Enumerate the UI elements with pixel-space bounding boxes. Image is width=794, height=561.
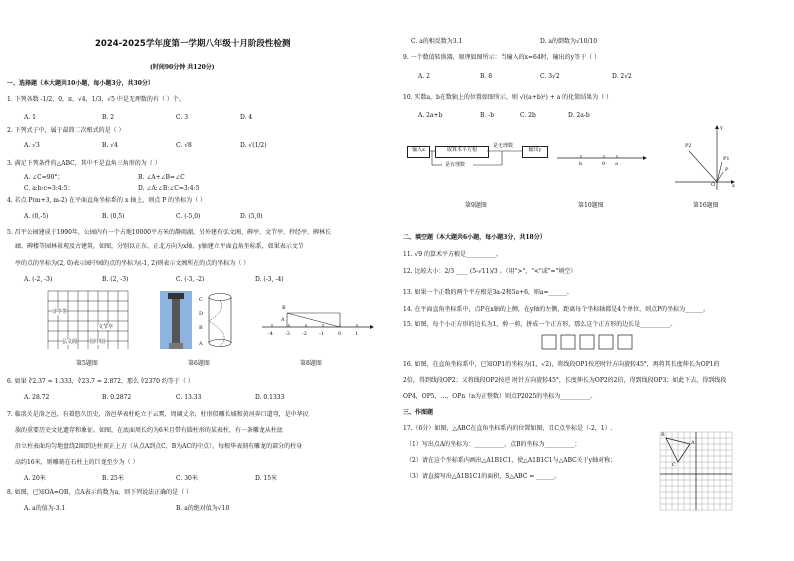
q2-option-b: B. √4 xyxy=(102,142,118,149)
q1-option-d: D. 4 xyxy=(240,114,253,121)
figure-8-number-line xyxy=(262,305,372,347)
question-7-line-1: 7. 临洺关是洛之邑，有着悠久历史，洛邑华表柱屹立于云霄，周阔丈余，柱形似雕长城和黄河奔口道弯，是中华民 xyxy=(7,411,309,418)
q6-option-a: A. 28.72 xyxy=(24,394,50,401)
q5-option-b: B. (2, -3) xyxy=(102,276,129,283)
q7-option-c: C. 30米 xyxy=(176,475,198,482)
page-title: 2024-2025学年度第一学期八年级十月阶段性检测 xyxy=(95,39,291,49)
figure-8-caption: 第8题图 xyxy=(300,360,322,367)
q3-option-c: C. a:b:c=3:4:5； xyxy=(24,185,74,192)
question-3: 3. 满足下列条件的△ABC，其中不是直角三角形的为（ ） xyxy=(7,160,161,167)
question-16-line-1: 16. 如图，在直角坐标系中，已知OP1的坐标为(1，√2)，将线段OP1按逆时针方向旋转45°，再将其长度伸长为OP1的 xyxy=(403,361,720,368)
q8-option-b: B. a的绝对值为√10 xyxy=(176,505,230,512)
figure-17-coordinate-grid xyxy=(660,432,732,510)
fig9-box-input: 输入x xyxy=(407,146,430,158)
figure-9-flowchart xyxy=(407,143,552,178)
question-8: 8. 如图，已知OA=OB，点A表示的数为a，则下列说法正确的是（ ） xyxy=(7,489,193,496)
fig5-label-poem-pavilion: 诗亭等 xyxy=(52,309,68,315)
question-13: 13. 如果一个正数的两个平方根是3a-2和5a+6，则a=______。 xyxy=(403,289,573,296)
figure-5-grid-map xyxy=(48,291,130,349)
q10-option-d: D. 2a-b xyxy=(568,112,590,119)
fig16-label-p1: P1 xyxy=(723,156,730,162)
fig10-label-a: a xyxy=(615,161,618,167)
section-3-heading: 三、作图题 xyxy=(403,409,434,416)
fig10-label-b: b xyxy=(579,161,583,167)
fig6-label-a: A xyxy=(199,341,203,347)
q4-option-b: B. (0,5) xyxy=(102,213,125,220)
fig9-box-sqrt: 取算术平方根 xyxy=(435,146,489,158)
fig16-label-p2: P2 xyxy=(685,143,692,149)
section-1-heading: 一、选择题（本大题共10小题，每小题3分，共30分） xyxy=(7,80,154,87)
fig17-label-b: B xyxy=(661,432,665,438)
q9-option-c: C. 3√2 xyxy=(540,73,560,80)
fig8-tick-1: 1 xyxy=(355,331,359,337)
q4-option-c: C. (-5,0) xyxy=(176,213,201,220)
q7-option-d: D. 15米 xyxy=(255,475,278,482)
q7-option-b: B. 25米 xyxy=(102,475,124,482)
question-17-line-4: （3）请直接写出△A1B1C1的面积，S△ABC = ______。 xyxy=(406,473,561,480)
q8-option-c: C. a的相反数为3.1 xyxy=(411,38,463,45)
question-11: 11. √9 的算术平方根是__________。 xyxy=(403,251,502,258)
fig5-label-wenjie-pavilion: 文节亭 xyxy=(98,324,114,330)
figure-16-segments xyxy=(675,125,735,190)
q2-option-a: A. √3 xyxy=(24,142,40,149)
q6-option-b: B. 0.2872 xyxy=(102,394,132,401)
figure-15-squares xyxy=(541,334,641,352)
question-17-line-3: （2）请在这个坐标系内画出△A1B1C1，使△A1B1C1与△ABC关于y轴对称； xyxy=(406,457,617,464)
q6-option-c: C. 13.33 xyxy=(176,394,202,401)
question-10: 10. 实数a，b在数轴上的位置如图所示，则 √((a+b)²) + a 的化简结果为（ ） xyxy=(403,94,613,101)
question-7-line-2: 族的重要历史文化遗存和象征。如图，在底面周长约为6米且带有圆柱形的某表柱，有一条雕龙从柱底 xyxy=(15,427,283,434)
question-7-line-4: 高约16米，则雕刻在石柱上的巨龙至少为（ ） xyxy=(15,459,139,466)
question-5-line-1: 5. 昌平公园建成于1990年，公园内有一个占地10000平方米的静雨湖，另外建有弘文阁、碑亭、文节亭、抄经亭、碑林长 xyxy=(7,229,331,236)
fig8-tick-0: 0 xyxy=(338,331,342,337)
q5-option-d: D. (-3, -4) xyxy=(255,276,284,283)
fig8-tick-neg1: -1 xyxy=(319,331,324,337)
q7-option-a: A. 20米 xyxy=(24,475,46,482)
question-7-line-3: 沿立柱表面均匀地盘绕2圈到达柱顶正上方（从点A到点C，B为AC的中点），每根华表刻有雕龙的部分的柱身 xyxy=(15,443,303,450)
fig9-label-rational: 是有理数 xyxy=(445,162,466,168)
q2-option-c: C. √8 xyxy=(176,142,192,149)
q1-option-a: A. 1 xyxy=(24,114,36,121)
fig5-label-garden: 园中园 xyxy=(90,339,106,345)
q8-option-a: A. a的值为-3.1 xyxy=(24,505,66,512)
q10-option-b: B. -b xyxy=(480,112,495,119)
figure-6-column xyxy=(160,291,240,351)
figure-10-caption: 第10题图 xyxy=(578,202,604,209)
q9-option-a: A. 2 xyxy=(418,73,430,80)
fig5-label-hongwen-pavilion: 弘文阁 xyxy=(62,339,78,345)
page-subtitle: (时间90分钟 共120分) xyxy=(150,64,215,71)
question-9: 9. 一个数值转换器，原理如图所示：当输入的x=64时，输出的y等于（ ） xyxy=(403,54,600,61)
fig8-tick-neg3: -3 xyxy=(285,331,290,337)
q3-option-a: A. ∠C=90°； xyxy=(24,174,64,181)
fig8-tick-neg4: -4 xyxy=(268,331,273,337)
q9-option-b: B. 8 xyxy=(480,73,493,80)
fig9-label-irrational: 是无理数 xyxy=(493,143,514,149)
q2-option-d: D. √(1/2) xyxy=(240,142,267,149)
q4-option-a: A. (0,-5) xyxy=(24,213,49,220)
q3-option-b: B. ∠A+∠B=∠C xyxy=(138,174,185,181)
question-5-line-3: 亭的点的坐标为(2, 0)表示园中园的点的坐标为(-1, 2)则表示文阁所在的点的坐标为（ ） xyxy=(15,260,250,267)
figure-16-caption: 第16题图 xyxy=(693,202,719,209)
question-6: 6. 如果 ∛2.37 ≈ 1.333，∛23.7 ≈ 2.872，那么 ∛2370 约等于（ ） xyxy=(7,378,194,385)
q5-option-c: C. (-3, -2) xyxy=(176,276,205,283)
question-2: 2. 下列式子中，属于最简二次根式的是（ ） xyxy=(7,127,125,134)
fig8-label-b: B xyxy=(282,305,286,311)
question-5-line-2: 廊、碑楼等园林景观及古建筑。如图，分别以正东、正北方向为x轴、y轴建立平面直角坐标系，如果表示文节 xyxy=(15,243,304,250)
question-4: 4. 若点 P(m+3, m-2) 在平面直角坐标系的 x 轴上，则点 P 的坐标为（ ） xyxy=(7,197,207,204)
fig6-label-c: C xyxy=(199,297,203,303)
fig6-label-b: B xyxy=(199,325,203,331)
section-2-heading: 二、填空题（本大题共6小题，每小题3分，共18分） xyxy=(403,234,546,241)
figure-5-caption: 第5题图 xyxy=(76,360,98,367)
question-17-line-1: 17.（6分）如图，△ABC在直角坐标系内的位置如图，且C点坐标是（-2，1）. xyxy=(403,425,613,432)
fig16-label-x: x xyxy=(732,183,735,189)
question-12: 12. 比较大小：2/3 ____ (5-√11)/3 。（用">"、"<"或"="填空） xyxy=(403,268,577,275)
q8-option-d: D. a的倒数为√10/10 xyxy=(540,38,598,45)
figure-6-caption: 第6题图 xyxy=(188,360,210,367)
fig9-box-output: 输出y xyxy=(522,146,548,158)
question-15: 15. 如图，每个小正方形的边长为1，剪一剪，拼成一个正方形，那么这个正方形的边长是__________。 xyxy=(403,321,677,328)
fig17-label-c: C xyxy=(672,462,676,468)
q9-option-d: D. 2√2 xyxy=(612,73,632,80)
question-14: 14. 在平面直角坐标系中，点P在x轴的上侧，在y轴的左侧，距离每个坐标轴都是4个单位，则点P的坐标为______。 xyxy=(403,306,710,313)
q3-option-d: D. ∠A:∠B:∠C=3:4:5 xyxy=(138,185,200,192)
question-16-line-2: 2倍，得到线段OP2；又将线段OP2按逆 时针方向旋转45°，长度伸长为OP2的2倍，得到线段OP3；如此下去，得到线段 xyxy=(403,377,727,384)
fig8-tick-neg2: -2 xyxy=(302,331,307,337)
figure-10-number-line xyxy=(557,150,647,175)
q10-option-c: C. 2b xyxy=(520,112,536,119)
q1-option-c: C. 3 xyxy=(176,114,189,121)
q6-option-d: D. 0.1333 xyxy=(255,394,285,401)
fig6-label-d: D xyxy=(199,311,204,317)
question-17-line-2: （1）写出点A的坐标为：__________，点B的坐标为__________； xyxy=(406,441,581,448)
fig8-label-a: A xyxy=(281,317,285,323)
figure-9-caption: 第9题图 xyxy=(465,202,487,209)
fig16-label-o: O xyxy=(711,182,716,188)
q4-option-d: D. (5,0) xyxy=(240,213,263,220)
q10-option-a: A. 2a+b xyxy=(418,112,443,119)
question-16-line-3: OP4，OP5，...，OPn（n为正整数）则点P2025的坐标为__________。 xyxy=(403,393,597,400)
q5-option-a: A. (-2, -3) xyxy=(24,276,53,283)
question-1: 1. 下列各数 -1/2，0，π，√4，1/3，√5 中是无理数的有（ ）个。 xyxy=(7,96,185,103)
fig17-label-a: A xyxy=(691,440,695,446)
q1-option-b: B. 2 xyxy=(102,114,115,121)
fig16-label-y: y xyxy=(720,125,723,131)
fig10-label-0: 0 xyxy=(602,161,606,167)
fig16-label-p: P xyxy=(725,167,729,173)
